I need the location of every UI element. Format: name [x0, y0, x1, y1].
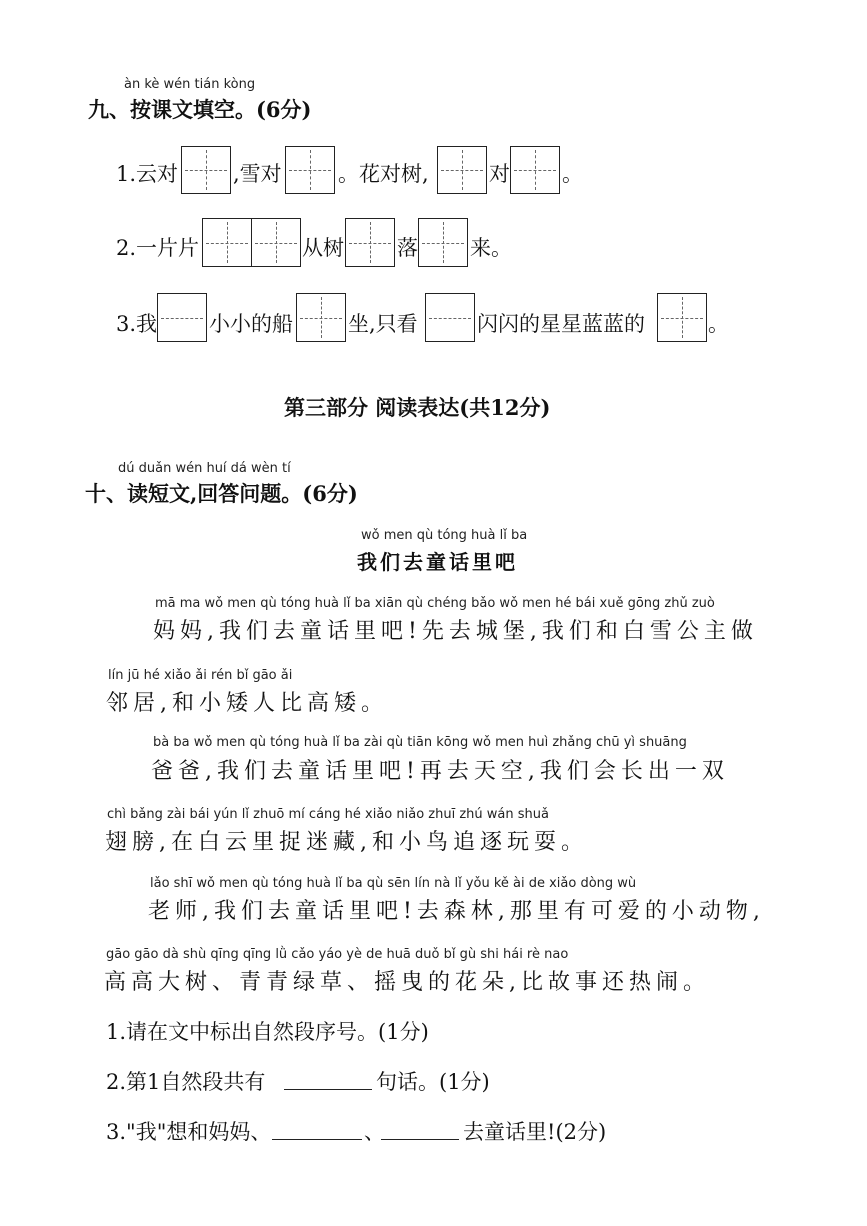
q2-text-1: 2.一片片: [116, 236, 200, 260]
q1-text-3: 。花对树,: [338, 162, 429, 186]
paragraph-text: 邻居,和小矮人比高矮。: [106, 691, 388, 716]
q3-text-4: 闪闪的星星蓝蓝的: [477, 312, 645, 336]
writing-grid[interactable]: [251, 218, 301, 267]
question-3-part1: 3."我"想和妈妈、: [106, 1120, 272, 1144]
story-title-pinyin: wǒ men qù tóng huà lǐ ba: [361, 528, 528, 543]
q2-text-4: 来。: [470, 236, 512, 260]
paragraph-text: 爸爸,我们去童话里吧!再去天空,我们会长出一双: [151, 759, 729, 784]
q2-text-2: 从树: [302, 236, 344, 260]
section10-pinyin: dú duǎn wén huí dá wèn tí: [118, 461, 291, 476]
story-title: 我们去童话里吧: [357, 550, 518, 574]
paragraph-pinyin: lǎo shī wǒ men qù tóng huà lǐ ba qù sēn lín nà lǐ yǒu kě ài de xiǎo dòng wù: [150, 876, 637, 891]
paragraph-pinyin: gāo gāo dà shù qīng qīng lǜ cǎo yáo yè de huā duǒ bǐ gù shi hái rè nao: [106, 947, 569, 962]
question-3-separator: 、: [364, 1120, 385, 1144]
paragraph-text: 老师,我们去童话里吧!去森林,那里有可爱的小动物,: [148, 899, 765, 924]
paragraph-pinyin: mā ma wǒ men qù tóng huà lǐ ba xiān qù chéng bǎo wǒ men hé bái xuě gōng zhǔ zuò: [155, 596, 715, 611]
question-1: 1.请在文中标出自然段序号。(1分): [106, 1020, 429, 1044]
writing-grid[interactable]: [425, 293, 475, 342]
q3-text-2: 小小的船: [209, 312, 293, 336]
paragraph-text: 高高大树、青青绿草、摇曳的花朵,比故事还热闹。: [104, 970, 710, 995]
writing-grid[interactable]: [296, 293, 346, 342]
q3-text-5: 。: [708, 312, 729, 336]
paragraph-pinyin: chì bǎng zài bái yún lǐ zhuō mí cáng hé xiǎo niǎo zhuī zhú wán shuǎ: [107, 807, 549, 822]
q1-text-2: ,雪对: [233, 162, 282, 186]
writing-grid[interactable]: [202, 218, 252, 267]
q1-text-5: 。: [562, 162, 583, 186]
writing-grid[interactable]: [181, 146, 231, 194]
section9-pinyin: àn kè wén tián kòng: [124, 77, 256, 92]
writing-grid[interactable]: [657, 293, 707, 342]
question-2-part1: 2.第1自然段共有: [106, 1070, 266, 1094]
writing-grid[interactable]: [345, 218, 395, 267]
q1-text-4: 对: [489, 162, 510, 186]
q3-text-3: 坐,只看: [348, 312, 418, 336]
part3-title: 第三部分 阅读表达(共12分): [284, 395, 551, 420]
writing-grid[interactable]: [510, 146, 560, 194]
section10-title: 十、读短文,回答问题。(6分): [85, 481, 358, 506]
answer-blank[interactable]: [272, 1139, 362, 1140]
paragraph-pinyin: lín jū hé xiǎo ǎi rén bǐ gāo ǎi: [108, 668, 293, 683]
q1-text-1: 1.云对: [116, 162, 179, 186]
answer-blank[interactable]: [284, 1089, 372, 1090]
paragraph-text: 翅膀,在白云里捉迷藏,和小鸟追逐玩耍。: [105, 830, 588, 855]
paragraph-pinyin: bà ba wǒ men qù tóng huà lǐ ba zài qù tiān kōng wǒ men huì zhǎng chū yì shuāng: [153, 735, 687, 750]
q3-text-1: 3.我: [116, 312, 158, 336]
writing-grid[interactable]: [285, 146, 335, 194]
question-2-part2: 句话。(1分): [376, 1070, 490, 1094]
answer-blank[interactable]: [381, 1139, 459, 1140]
section9-title: 九、按课文填空。(6分): [88, 97, 312, 122]
paragraph-text: 妈妈,我们去童话里吧!先去城堡,我们和白雪公主做: [153, 619, 758, 644]
writing-grid[interactable]: [157, 293, 207, 342]
question-3-part2: 去童话里!(2分): [463, 1120, 607, 1144]
writing-grid[interactable]: [418, 218, 468, 267]
q2-text-3: 落: [397, 236, 418, 260]
writing-grid[interactable]: [437, 146, 487, 194]
